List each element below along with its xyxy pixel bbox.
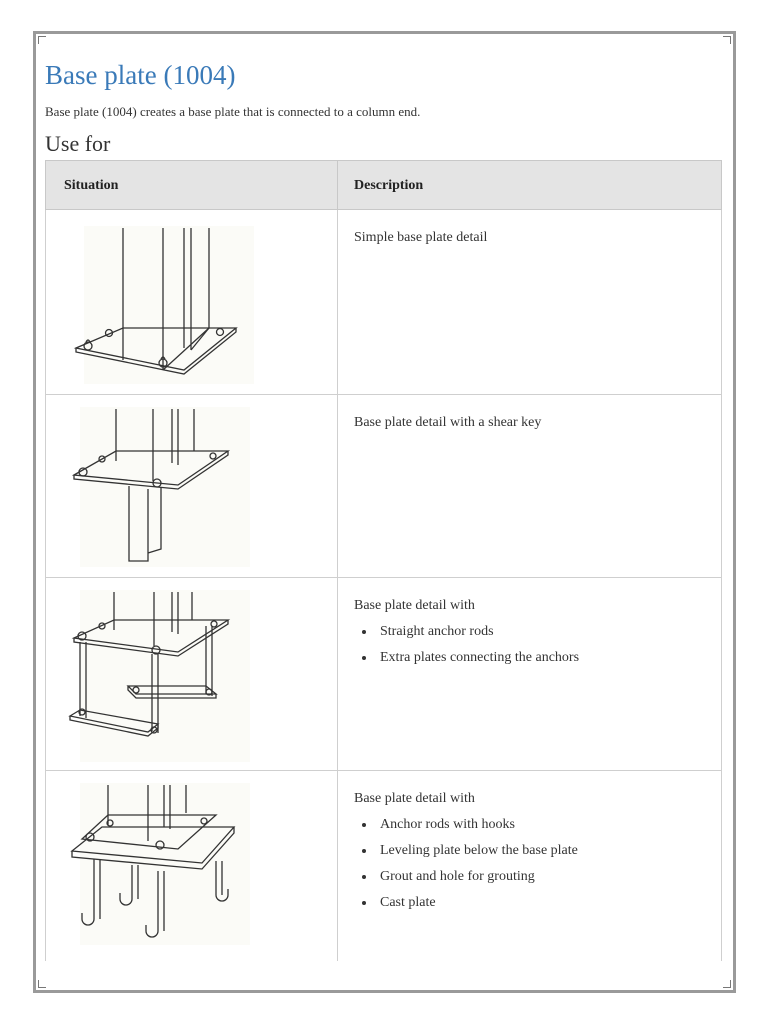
page-title: Base plate (1004) [45, 60, 236, 90]
situation-cell [46, 210, 338, 394]
situation-cell [46, 395, 338, 577]
shear-key-base-plate-illustration [66, 403, 266, 573]
table-row [45, 395, 722, 578]
section-heading: Use for [45, 131, 111, 156]
list-item: • Grout and hole for grouting [376, 869, 705, 885]
table-row [45, 771, 722, 961]
simple-base-plate-illustration [66, 220, 266, 390]
table-row [45, 578, 722, 771]
list-item: • Extra plates connecting the anchors [376, 650, 705, 666]
header-description: Description [354, 178, 424, 193]
intro-text: Base plate (1004) creates a base plate that is connected to a column end. [45, 104, 421, 119]
situation-cell [46, 578, 338, 770]
table-header [45, 160, 722, 210]
description-text: Base plate detail with [354, 791, 475, 806]
description-text: Base plate detail with [354, 598, 475, 613]
corner-mark [38, 980, 46, 988]
description-cell [338, 771, 721, 961]
feature-list [354, 817, 705, 911]
list-item: • Straight anchor rods [376, 624, 705, 640]
description-text: Base plate detail with a shear key [354, 415, 542, 430]
anchor-rods-extra-plates-illustration [66, 586, 266, 766]
header-situation: Situation [46, 161, 338, 209]
table-row [45, 210, 722, 395]
feature-list [354, 624, 705, 666]
list-item: • Leveling plate below the base plate [376, 843, 705, 859]
description-cell [338, 395, 721, 577]
hooked-anchors-leveling-plate-illustration [66, 779, 266, 949]
description-cell [338, 210, 721, 394]
description-cell [338, 578, 721, 770]
corner-mark [723, 36, 731, 44]
list-item: • Cast plate [376, 895, 705, 911]
corner-mark [38, 36, 46, 44]
usage-table [45, 160, 722, 961]
corner-mark [723, 980, 731, 988]
description-text: Simple base plate detail [354, 230, 488, 245]
list-item: • Anchor rods with hooks [376, 817, 705, 833]
situation-cell [46, 771, 338, 961]
